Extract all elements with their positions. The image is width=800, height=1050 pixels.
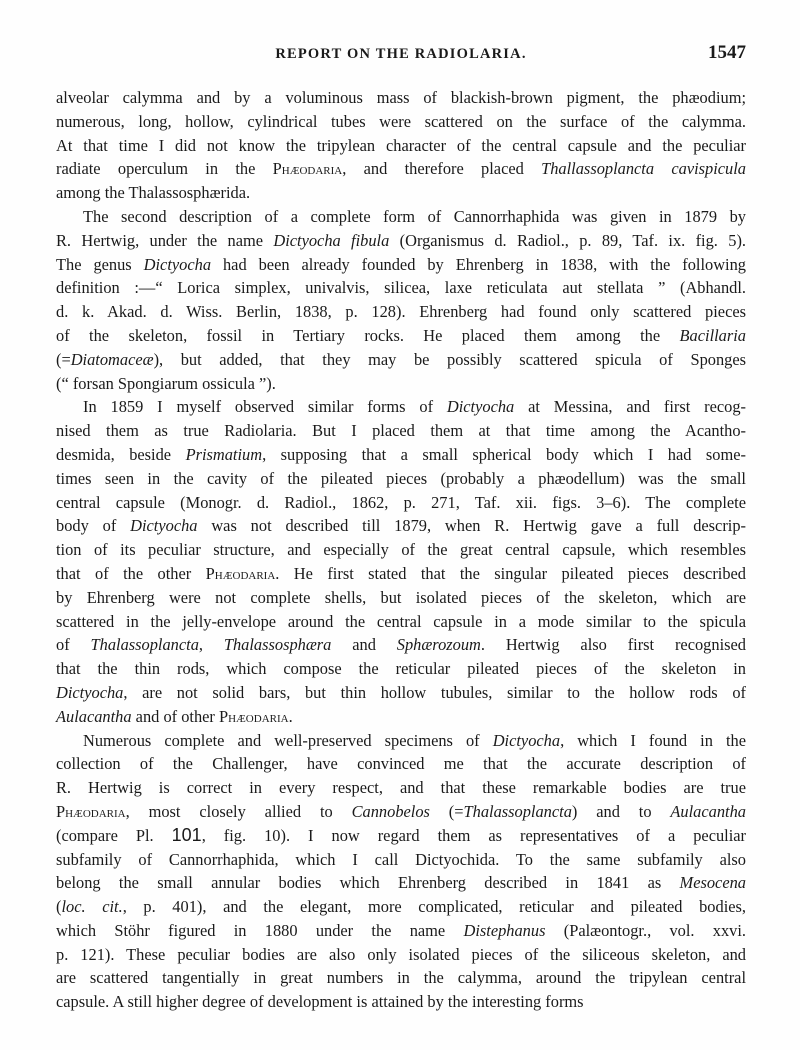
paragraph [56, 205, 746, 395]
text-run: . Hertwig also first recognised [480, 635, 746, 655]
text-line [56, 871, 746, 895]
paragraph [56, 395, 746, 728]
text-run: scattered in the jelly-envelope around the central capsule in a mode similar to the spicula [56, 611, 746, 631]
small-caps-term: Phæodaria [272, 159, 343, 179]
text-run: tion of its peculiar structure, and especially of the great central capsule, which resembles [56, 540, 746, 560]
plate-number: 101 [171, 824, 202, 845]
text-run: At that time I did not know the tripylean character of the central capsule and the peculiar [56, 135, 746, 155]
text-line [56, 300, 746, 324]
page-header [56, 40, 746, 70]
italic-term: Cannobelos [351, 801, 430, 821]
text-run: by Ehrenberg were not complete shells, but isolated pieces of the skeleton, which are [56, 587, 746, 607]
text-run: , which I found in the [560, 730, 746, 750]
text-run: , fig. 10). I now regard them as representatives of a peculiar [201, 825, 747, 845]
text-run: body of [56, 516, 131, 536]
text-line [56, 824, 746, 848]
text-line [56, 681, 746, 705]
text-line [56, 966, 746, 990]
text-run: collection of the Challenger, have convinced me that the accurate description of [56, 754, 746, 774]
text-run: ) and to [571, 801, 671, 821]
text-line [56, 800, 746, 824]
text-run: d. k. Akad. d. Wiss. Berlin, 1838, p. 128). Ehrenberg had found only scattered pieces [56, 302, 746, 322]
text-run: subfamily of Cannorrhaphida, which I call Dictyochida. To the same subfamily also [56, 849, 746, 869]
text-run: had been already founded by Ehrenberg in 1838, with the following [211, 254, 746, 274]
text-run: The second description of a complete form of Cannorrhaphida was given in 1879 by [83, 206, 746, 226]
italic-term: Dictyocha fibula [273, 230, 390, 250]
italic-term: Aulacantha [56, 706, 132, 726]
text-line [56, 395, 746, 419]
italic-term: Dictyocha [446, 397, 515, 417]
text-run: , are not solid bars, but thin hollow tubules, similar to the hollow rods of [123, 682, 746, 702]
running-title: REPORT ON THE RADIOLARIA. [275, 46, 527, 62]
text-line [56, 491, 746, 515]
italic-term: Prismatium [185, 444, 263, 464]
text-line [56, 657, 746, 681]
text-line [56, 610, 746, 634]
text-line [56, 372, 746, 396]
text-run: p. 121). These peculiar bodies are also only isolated pieces of the siliceous skeleton, and [56, 944, 746, 964]
text-run: (Palæontogr., vol. xxvi. [545, 920, 746, 940]
text-run: , p. 401), and the elegant, more complicated, reticular and pileated bodies, [122, 897, 746, 917]
italic-term: Bacillaria [679, 325, 746, 345]
text-line [56, 276, 746, 300]
small-caps-term: Phæodaria [205, 563, 276, 583]
small-caps-term: Phæodaria [218, 706, 289, 726]
text-run: capsule. A still higher degree of development is attained by the interesting forms [56, 992, 584, 1012]
text-run: times seen in the cavity of the pileated pieces (probably a phæodellum) was the small [56, 468, 746, 488]
text-run: among the Thalassosphærida. [56, 183, 251, 203]
text-line [56, 324, 746, 348]
text-line [56, 514, 746, 538]
italic-term: Mesocena [679, 873, 746, 893]
text-run: which Stöhr figured in 1880 under the name [56, 920, 464, 940]
text-run: ), but added, that they may be possibly scattered spicula of Sponges [153, 349, 746, 369]
italic-term: loc. cit. [61, 897, 123, 917]
italic-term: Dictyocha [143, 254, 212, 274]
text-line [56, 157, 746, 181]
text-run: Numerous complete and well-preserved specimens of [83, 730, 493, 750]
text-line [56, 633, 746, 657]
text-run: The genus [56, 254, 144, 274]
text-line [56, 538, 746, 562]
text-run: , [198, 635, 224, 655]
text-run: , and therefore placed [342, 159, 542, 179]
text-run: at Messina, and first recog- [514, 397, 746, 417]
paragraph [56, 729, 746, 1015]
italic-term: Diatomaceæ [70, 349, 154, 369]
text-line [56, 752, 746, 776]
italic-term: Thallassoplancta cavispicula [541, 159, 746, 179]
text-run: alveolar calymma and by a voluminous mass of blackish-brown pigment, the phæodium; [56, 88, 746, 107]
text-run: R. Hertwig, under the name [56, 230, 274, 250]
text-line [56, 134, 746, 158]
text-run: (= [56, 349, 71, 369]
text-run: central capsule (Monogr. d. Radiol., 1862, p. 271, Taf. xii. figs. 3–6). The complete [56, 492, 746, 512]
text-run: are scattered tangentially in great numbers in the calymma, around the tripylean central [56, 968, 746, 988]
text-line [56, 562, 746, 586]
text-run: , supposing that a small spherical body which I had some- [262, 444, 746, 464]
text-line [56, 586, 746, 610]
text-run: and of other [131, 706, 219, 726]
text-run: nised them as true Radiolaria. But I placed them at that time among the Acantho- [56, 421, 746, 441]
italic-term: Dictyocha [130, 516, 198, 536]
text-run: (= [429, 801, 464, 821]
italic-term: Distephanus [463, 920, 546, 940]
italic-term: Thalassoplancta [463, 801, 572, 821]
text-line [56, 181, 746, 205]
small-caps-term: Phæodaria [56, 801, 126, 821]
paragraph [56, 86, 746, 205]
text-run: definition :—“ Lorica simplex, univalvis, silicea, laxe reticulata aut stellata ” (Abhandl. [56, 278, 746, 298]
italic-term: Aulacantha [670, 801, 746, 821]
text-line [56, 990, 746, 1014]
italic-term: Dictyocha [56, 682, 124, 702]
text-line [56, 229, 746, 253]
text-run: . He first stated that the singular pileated pieces described [275, 563, 747, 583]
text-line [56, 705, 746, 729]
italic-term: Sphærozoum [396, 635, 481, 655]
text-run: of the skeleton, fossil in Tertiary rocks. He placed them among the [56, 325, 680, 345]
text-run: , most closely allied to [125, 801, 352, 821]
text-line [56, 895, 746, 919]
text-line [56, 943, 746, 967]
text-line [56, 776, 746, 800]
text-line [56, 205, 746, 229]
text-run: numerous, long, hollow, cylindrical tubes were scattered on the surface of the calymma. [56, 111, 746, 131]
text-run: In 1859 I myself observed similar forms of [83, 397, 447, 417]
text-run: belong the small annular bodies which Ehrenberg described in 1841 as [56, 873, 680, 893]
text-line [56, 848, 746, 872]
text-line [56, 729, 746, 753]
text-run: that the thin rods, which compose the reticular pileated pieces of the skeleton in [56, 659, 746, 679]
text-line [56, 86, 746, 110]
text-line [56, 443, 746, 467]
page-number: 1547 [708, 42, 746, 63]
body-text [56, 86, 746, 1014]
text-line [56, 110, 746, 134]
text-run: that of the other [56, 563, 206, 583]
text-run: (Organismus d. Radiol., p. 89, Taf. ix. fig. 5). [389, 230, 746, 250]
text-run: (“ forsan Spongiarum ossicula ”). [56, 373, 276, 393]
italic-term: Thalassoplancta [90, 635, 199, 655]
text-line [56, 467, 746, 491]
text-line [56, 919, 746, 943]
text-line [56, 419, 746, 443]
italic-term: Thalassosphæra [223, 635, 332, 655]
text-run: was not described till 1879, when R. Hertwig gave a full descrip- [197, 516, 746, 536]
text-run: radiate operculum in the [56, 159, 273, 179]
text-run: R. Hertwig is correct in every respect, and that these remarkable bodies are true [56, 778, 746, 798]
italic-term: Dictyocha [492, 730, 561, 750]
text-run: (compare Pl. [56, 825, 172, 845]
text-run: ( [56, 897, 62, 917]
text-line [56, 253, 746, 277]
text-line [56, 348, 746, 372]
text-run: . [288, 706, 293, 726]
text-run: and [331, 635, 397, 655]
text-run: of [56, 635, 91, 655]
text-run: desmida, beside [56, 444, 186, 464]
